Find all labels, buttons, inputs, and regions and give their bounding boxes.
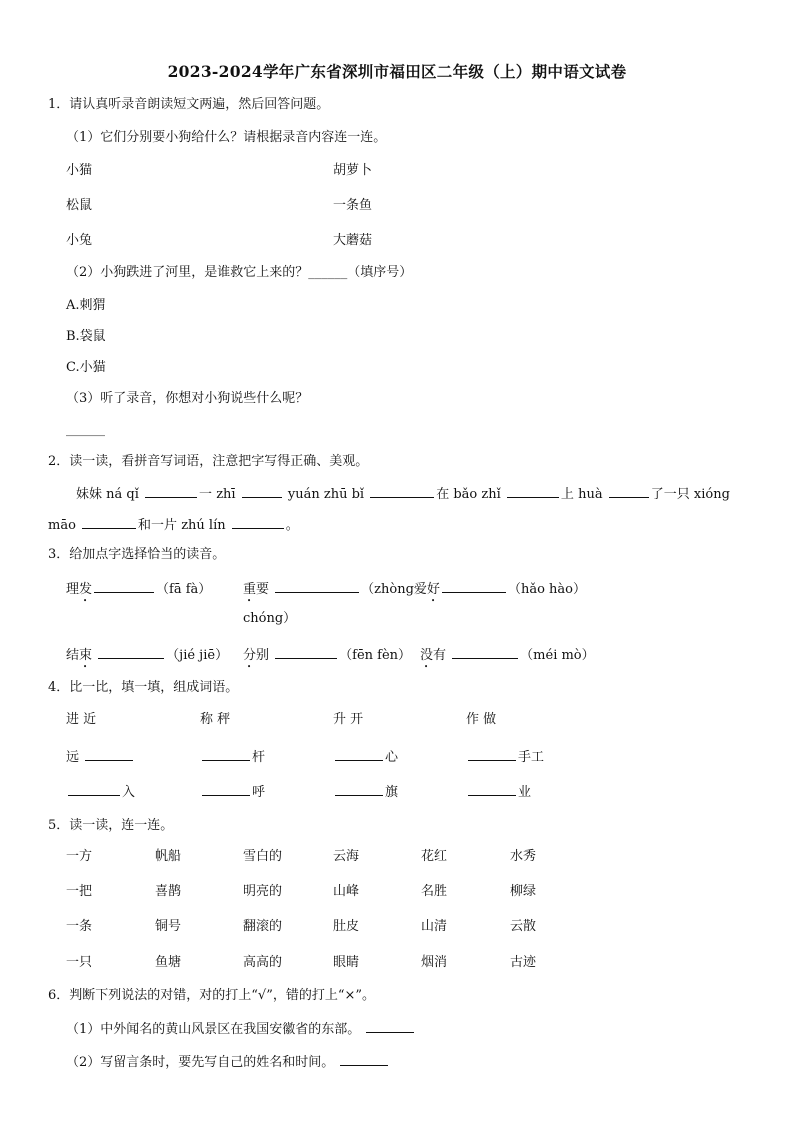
pinyin: zhú lín (181, 518, 226, 533)
match-word: 铜号 (155, 919, 182, 934)
match-right-1: 胡萝卜 (333, 163, 373, 178)
blank[interactable] (468, 783, 516, 796)
word-fill (466, 748, 544, 766)
char-pair: 升 开 (333, 712, 364, 727)
word-fill (200, 783, 265, 801)
text-segment: 妹妹 (76, 487, 103, 502)
blank[interactable] (452, 646, 518, 659)
pinyin-options: （fā fà） (156, 582, 212, 597)
blank[interactable] (340, 1053, 388, 1066)
reading-item (243, 646, 411, 671)
char: 结 (66, 648, 80, 663)
pinyin: ná qǐ (106, 487, 139, 502)
blank[interactable] (232, 516, 284, 529)
pinyin: bǎo zhǐ (453, 487, 501, 502)
char-pair: 作 做 (466, 712, 497, 727)
match-word: 名胜 (421, 884, 448, 899)
match-word: 帆船 (155, 849, 182, 864)
pinyin-options: （hǎo hào） (507, 582, 586, 597)
blank[interactable] (202, 748, 250, 761)
question-1-sub1: （1）它们分别要小狗给什么？请根据录音内容连一连。 (66, 130, 387, 145)
text-segment: 在 (436, 487, 450, 502)
char: 要 (256, 582, 270, 597)
dotted-char: 分 (243, 648, 257, 663)
pinyin-line-1 (76, 485, 730, 503)
reading-item (66, 646, 228, 671)
blank[interactable] (442, 580, 506, 593)
match-word: 云散 (510, 919, 537, 934)
statement: （2）写留言条时，要先写自己的姓名和时间。 (66, 1055, 335, 1070)
char: 远 (66, 750, 80, 765)
match-word: 烟消 (421, 955, 448, 970)
match-left-3: 小兔 (66, 233, 93, 248)
blank[interactable] (468, 748, 516, 761)
match-word: 雪白的 (243, 849, 283, 864)
char-pair: 称 秤 (200, 712, 231, 727)
blank[interactable] (366, 1020, 414, 1033)
match-left-1: 小猫 (66, 163, 93, 178)
match-word: 山清 (421, 919, 448, 934)
char: 别 (256, 648, 270, 663)
question-2-stem: 2．读一读，看拼音写词语，注意把字写得正确、美观。 (48, 454, 369, 469)
question-5-stem: 5．读一读，连一连。 (48, 818, 174, 833)
match-right-3: 大蘑菇 (333, 233, 373, 248)
word-fill (200, 748, 265, 766)
blank[interactable] (370, 485, 434, 498)
pinyin: huà (578, 487, 603, 502)
match-word: 眼睛 (333, 955, 360, 970)
blank[interactable] (335, 748, 383, 761)
char: 心 (385, 750, 399, 765)
match-word: 高高的 (243, 955, 283, 970)
pinyin-options: （jié jiē） (166, 648, 229, 663)
text-segment: 和一片 (138, 518, 178, 533)
question-1-sub2: （2）小狗跌进了河里，是谁救它上来的？______（填序号） (66, 265, 413, 280)
pinyin: xióng (693, 487, 730, 502)
dotted-char: 发 (79, 582, 93, 597)
char: 业 (518, 785, 532, 800)
dotted-char: 没 (420, 648, 434, 663)
blank[interactable] (98, 646, 164, 659)
judge-item (66, 1020, 416, 1038)
pinyin-options: （méi mò） (520, 648, 595, 663)
blank[interactable] (85, 748, 133, 761)
match-word: 一只 (66, 955, 93, 970)
reading-item (243, 580, 586, 605)
reading-item (420, 646, 595, 671)
question-1-sub3: （3）听了录音，你想对小狗说些什么呢？ (66, 391, 309, 406)
text-segment: 。 (285, 518, 299, 533)
char: 杆 (252, 750, 266, 765)
char: 理 (66, 582, 80, 597)
match-word: 喜鹊 (155, 884, 182, 899)
word-fill (66, 748, 135, 766)
dotted-char: 好 (426, 582, 440, 597)
pinyin-wrap: chóng） (243, 611, 297, 626)
answer-blank[interactable]: ______ (66, 422, 105, 437)
blank[interactable] (68, 783, 120, 796)
match-word: 一条 (66, 919, 93, 934)
match-word: 鱼塘 (155, 955, 182, 970)
question-3-stem: 3．给加点字选择恰当的读音。 (48, 547, 226, 562)
blank[interactable] (275, 580, 359, 593)
pinyin-line-2 (48, 516, 299, 534)
match-left-2: 松鼠 (66, 198, 93, 213)
dotted-char: 重 (243, 582, 257, 597)
match-word: 一方 (66, 849, 93, 864)
blank[interactable] (145, 485, 197, 498)
reading-item (66, 580, 211, 605)
match-right-2: 一条鱼 (333, 198, 373, 213)
word-fill (466, 783, 531, 801)
text-segment: 一 (199, 487, 213, 502)
match-word: 水秀 (510, 849, 537, 864)
dotted-char: 束 (79, 648, 93, 663)
char-pair: 进 近 (66, 712, 97, 727)
blank[interactable] (94, 580, 154, 593)
pinyin-options: （zhòng (361, 582, 414, 597)
pinyin: zhī (216, 487, 236, 502)
char: 有 (433, 648, 447, 663)
char: 呼 (252, 785, 266, 800)
page-title: 2023-2024学年广东省深圳市福田区二年级（上）期中语文试卷 (167, 62, 627, 81)
char: 旗 (385, 785, 399, 800)
blank[interactable] (609, 485, 649, 498)
question-6-stem: 6．判断下列说法的对错，对的打上“√”，错的打上“×”。 (48, 988, 376, 1003)
option-b: B.袋鼠 (66, 329, 106, 344)
match-word: 一把 (66, 884, 93, 899)
match-word: 柳绿 (510, 884, 537, 899)
char: 手工 (518, 750, 545, 765)
word-fill (66, 783, 135, 801)
statement: （1）中外闻名的黄山风景区在我国安徽省的东部。 (66, 1022, 361, 1037)
match-word: 山峰 (333, 884, 360, 899)
judge-item (66, 1053, 390, 1071)
pinyin: yuán zhū bǐ (287, 487, 365, 502)
option-c: C.小猫 (66, 360, 106, 375)
match-word: 明亮的 (243, 884, 283, 899)
blank[interactable] (275, 646, 337, 659)
question-4-stem: 4．比一比，填一填，组成词语。 (48, 680, 239, 695)
match-word: 花红 (421, 849, 448, 864)
match-word: 云海 (333, 849, 360, 864)
blank[interactable] (202, 783, 250, 796)
blank[interactable] (242, 485, 282, 498)
blank[interactable] (82, 516, 136, 529)
blank[interactable] (335, 783, 383, 796)
char: 爱 (413, 582, 427, 597)
match-word: 古迹 (510, 955, 537, 970)
match-word: 肚皮 (333, 919, 360, 934)
blank[interactable] (507, 485, 559, 498)
text-segment: 了一只 (650, 487, 690, 502)
match-word: 翻滚的 (243, 919, 283, 934)
option-a: A.刺猬 (66, 298, 106, 313)
pinyin: māo (48, 518, 76, 533)
pinyin-options: （fēn fèn） (339, 648, 412, 663)
char: 入 (122, 785, 136, 800)
word-fill (333, 783, 398, 801)
text-segment: 上 (560, 487, 574, 502)
question-1-stem: 1．请认真听录音朗读短文两遍，然后回答问题。 (48, 97, 330, 112)
word-fill (333, 748, 398, 766)
